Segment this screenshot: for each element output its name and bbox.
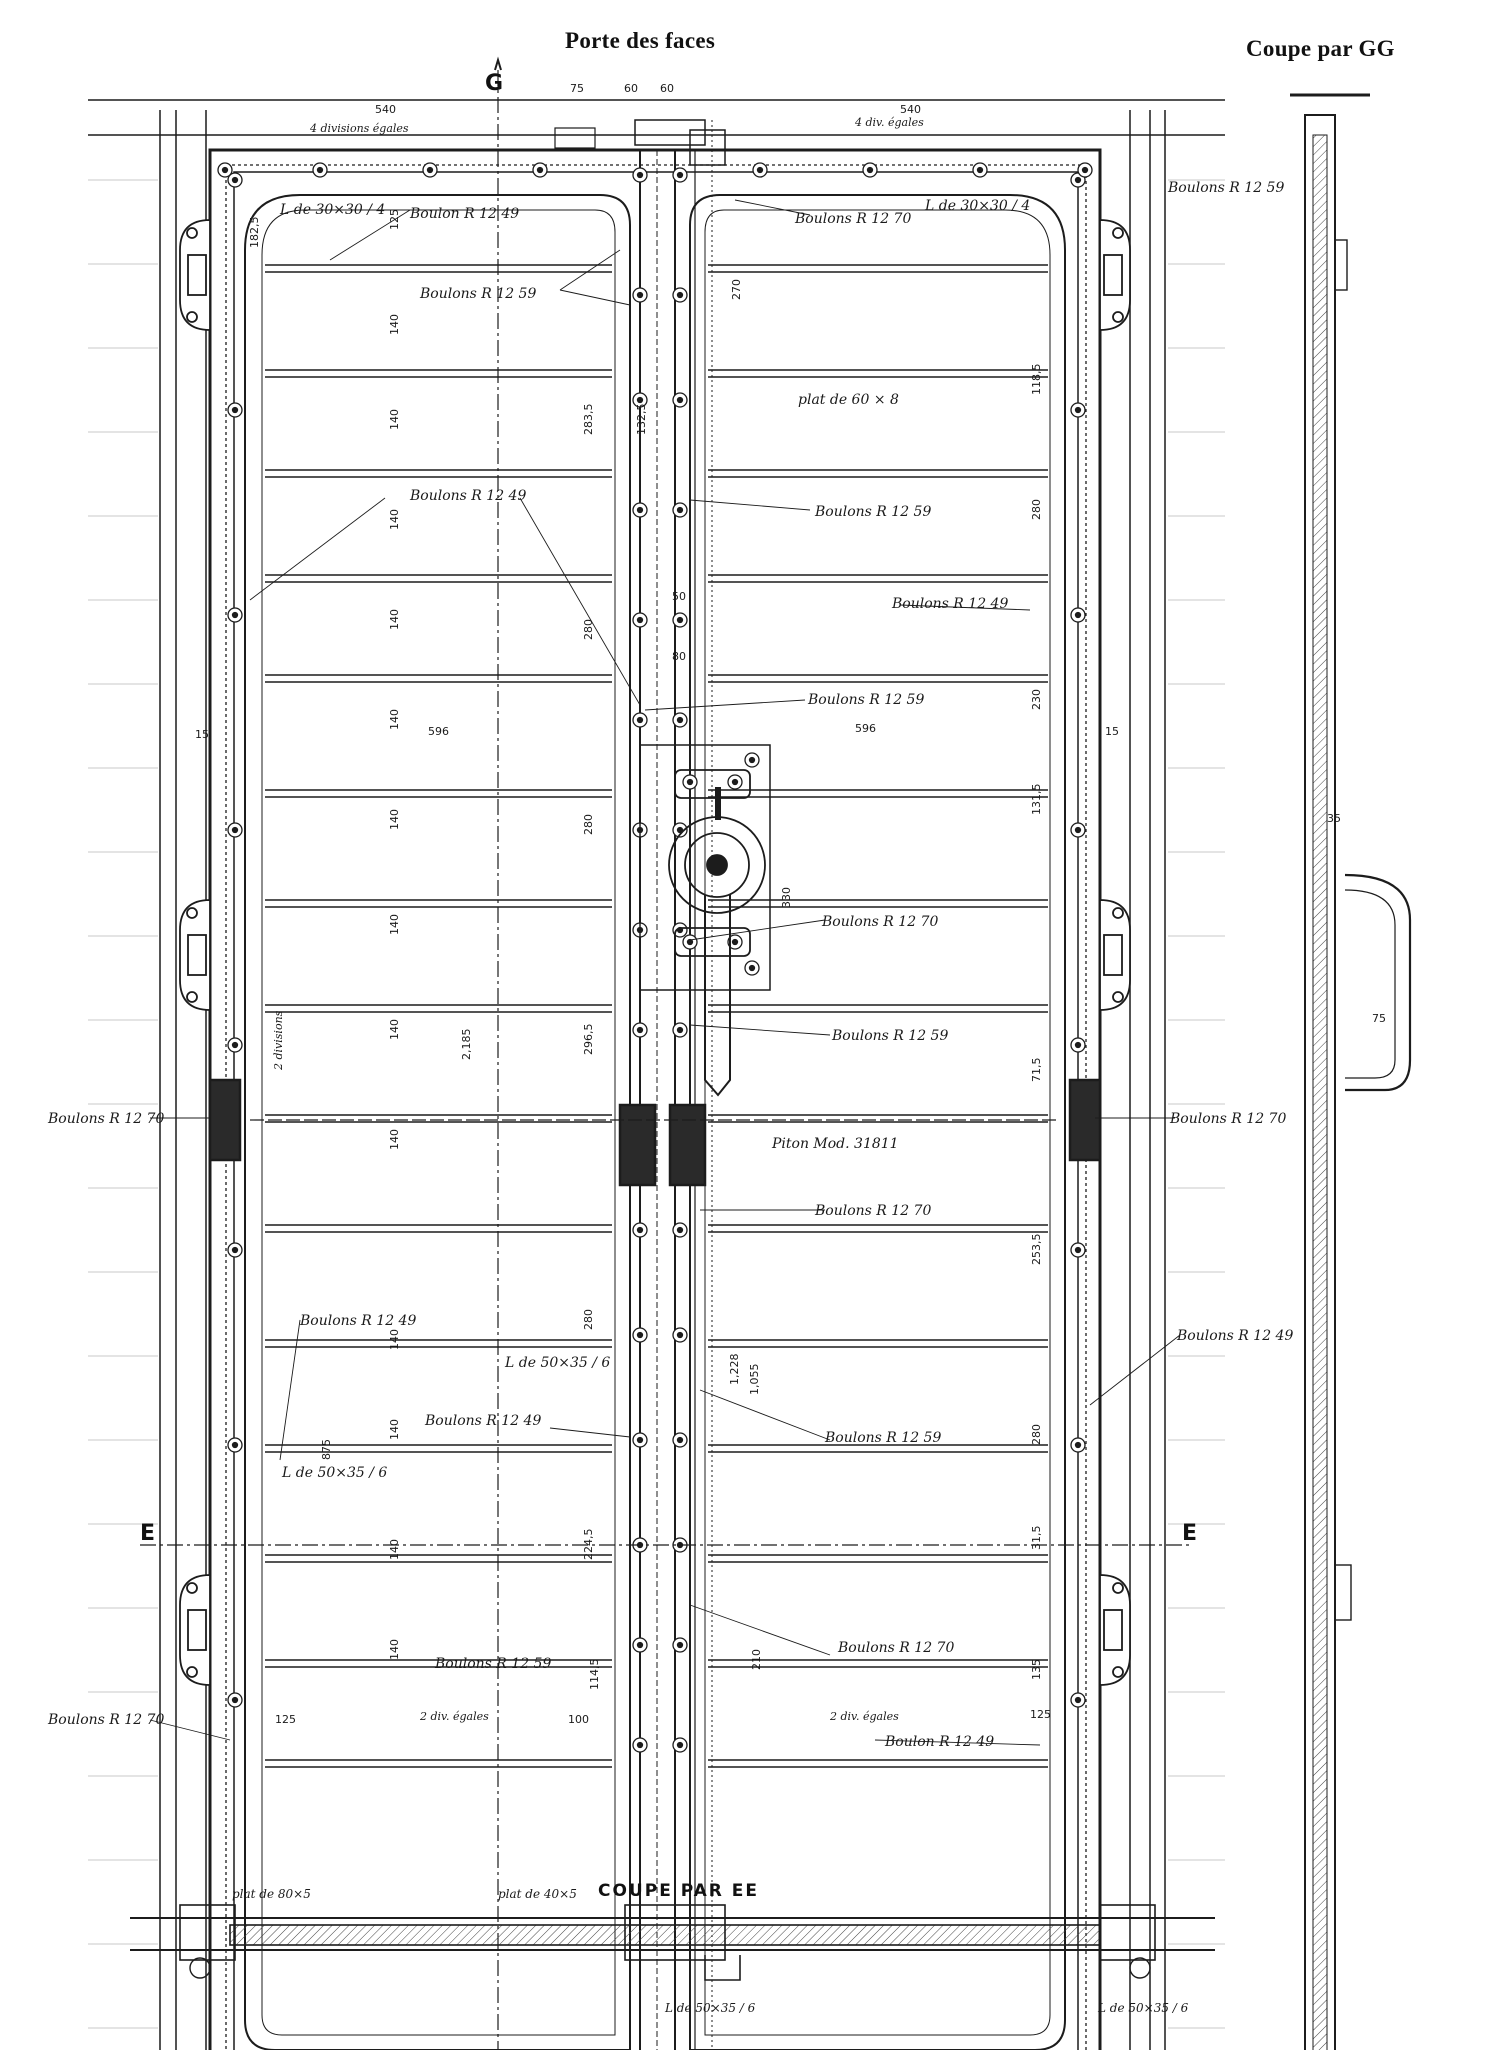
dim-270: 270	[730, 279, 743, 300]
section-mark-e-left: E	[140, 1521, 156, 1546]
hinge-right-bolt	[1113, 1667, 1123, 1677]
bolt-callout-4: Boulons R 12 59	[1168, 180, 1285, 196]
bolt-center	[688, 940, 693, 945]
hinge-right-pin	[1104, 1610, 1122, 1650]
hinge-left-bolt	[187, 312, 197, 322]
bolt-callout-2: Boulons R 12 59	[420, 286, 537, 302]
bolt-center	[868, 168, 873, 173]
hinge-left-pin	[188, 1610, 206, 1650]
bolt-callout-20: Boulons R 12 70	[48, 1712, 165, 1728]
bolt-callout-17: Boulons R 12 59	[825, 1430, 942, 1446]
note-angle-ee-right: L de 50×35 / 6	[1098, 2001, 1189, 2015]
dim-140-h: 140	[388, 1019, 401, 1040]
bolt-callout-3: Boulons R 12 70	[795, 211, 912, 227]
hinge-right-bolt	[1113, 908, 1123, 918]
bolt-center	[1076, 1248, 1081, 1253]
dim-118-5: 118,5	[1030, 363, 1043, 395]
section-gg-profile	[1270, 95, 1410, 2050]
bolt-callout-15: Boulons R 12 49	[1177, 1328, 1294, 1344]
dim-182-5-top: 182,5	[248, 216, 261, 248]
bolt-center	[638, 718, 643, 723]
bolt-center	[638, 398, 643, 403]
bolt-callout-14: Boulons R 12 49	[300, 1313, 417, 1329]
bolt-center	[428, 168, 433, 173]
dim-140-a: 140	[388, 314, 401, 335]
bolt-center	[638, 1228, 643, 1233]
dim-140-j: 140	[388, 1329, 401, 1350]
dim-125-bottom-left: 125	[275, 1713, 296, 1726]
dim-140-l: 140	[388, 1539, 401, 1560]
dim-596-right: 596	[855, 722, 876, 735]
bolt-center	[1076, 1043, 1081, 1048]
section-gg-title: Coupe par GG	[1246, 36, 1395, 61]
hinge-right-bolt	[1113, 992, 1123, 1002]
note-plat-80-ee: plat de 80×5	[232, 1887, 311, 1901]
dim-140-b: 140	[388, 409, 401, 430]
dim-132-5: 132,5	[635, 403, 648, 435]
hinge-right-bolt	[1113, 1583, 1123, 1593]
note-angle-top-left: L de 30×30 / 4	[280, 202, 386, 218]
bolt-center	[638, 1333, 643, 1338]
dim-1055: 1,055	[748, 1363, 761, 1395]
bolt-center	[678, 618, 683, 623]
dim-140-d: 140	[388, 609, 401, 630]
hinge-left-bolt	[187, 1583, 197, 1593]
bolt-center	[678, 1643, 683, 1648]
bolt-center	[750, 758, 755, 763]
dim-50: 50	[672, 590, 686, 603]
bolt-center	[538, 168, 543, 173]
bolt-callout-11: Boulons R 12 70	[48, 1111, 165, 1127]
section-ee-title: COUPE PAR EE	[598, 1881, 760, 1901]
dim-140-k: 140	[388, 1419, 401, 1440]
bolt-center	[733, 940, 738, 945]
dim-114-5: 114,5	[588, 1658, 601, 1690]
note-div-top-left: 4 divisions égales	[310, 122, 409, 135]
note-angle-mid: L de 50×35 / 6	[505, 1355, 611, 1371]
dim-280-c: 280	[582, 1309, 595, 1330]
dim-283-5: 283,5	[582, 403, 595, 435]
dim-540-left: 540	[375, 103, 396, 116]
dim-125-top: 125	[388, 209, 401, 230]
bolt-center	[233, 408, 238, 413]
bolt-center	[678, 1333, 683, 1338]
bolt-center	[678, 1228, 683, 1233]
dim-35-side: 35	[1327, 812, 1341, 825]
dim-140-f: 140	[388, 809, 401, 830]
bolt-callout-7: Boulons R 12 49	[892, 596, 1009, 612]
dim-100: 100	[568, 1713, 589, 1726]
section-mark-e-right: E	[1182, 1521, 1198, 1546]
bolt-center	[978, 168, 983, 173]
bolt-center	[638, 618, 643, 623]
bolt-center	[638, 508, 643, 513]
dim-2185: 2,185	[460, 1028, 473, 1060]
bolt-center	[733, 780, 738, 785]
bolt-callout-19: Boulons R 12 70	[838, 1640, 955, 1656]
hinge-left-bolt	[187, 1667, 197, 1677]
dim-140-e: 140	[388, 709, 401, 730]
bolt-center	[1076, 828, 1081, 833]
bolt-center	[233, 1248, 238, 1253]
bolt-center	[1076, 1698, 1081, 1703]
bolt-center	[1083, 168, 1088, 173]
dim-75-top: 75	[570, 82, 584, 95]
bolt-callout-5: Boulons R 12 49	[410, 488, 527, 504]
bolt-center	[678, 1028, 683, 1033]
note-div-top-right: 4 div. égales	[855, 116, 924, 129]
hinge-right-bolt	[1113, 228, 1123, 238]
bolt-center	[638, 293, 643, 298]
dim-31-5: 31,5	[1030, 1525, 1043, 1550]
bolt-center	[233, 1443, 238, 1448]
bolt-center	[758, 168, 763, 173]
note-angle-lower-left: L de 50×35 / 6	[282, 1465, 388, 1481]
dim-60-top-a: 60	[624, 82, 638, 95]
bolt-center	[678, 718, 683, 723]
bolt-callout-10: Boulons R 12 59	[832, 1028, 949, 1044]
dim-596-left: 596	[428, 725, 449, 738]
bolt-center	[233, 178, 238, 183]
dim-280-e: 280	[1030, 1424, 1043, 1445]
bolt-callout-1: Boulon R 12 49	[410, 206, 520, 222]
bolt-center	[678, 508, 683, 513]
bolt-center	[638, 1643, 643, 1648]
bolt-center	[678, 173, 683, 178]
section-lines	[140, 60, 1190, 2050]
bolt-center	[1076, 178, 1081, 183]
bolt-callout-16: Boulons R 12 49	[425, 1413, 542, 1429]
dim-230: 230	[1030, 689, 1043, 710]
dim-280-d: 280	[1030, 499, 1043, 520]
locking-mechanism	[210, 745, 1100, 2050]
bolt-callout-9: Boulons R 12 70	[822, 914, 939, 930]
bolt-center	[223, 168, 228, 173]
bolt-center	[318, 168, 323, 173]
front-view-title: Porte des faces	[565, 28, 716, 53]
section-ee-profile	[130, 1905, 1215, 1980]
bolt-center	[233, 613, 238, 618]
note-plat-60: plat de 60 × 8	[798, 392, 899, 408]
bolt-center	[678, 1438, 683, 1443]
dim-140-g: 140	[388, 914, 401, 935]
bolt-center	[1076, 1443, 1081, 1448]
dim-71-5: 71,5	[1030, 1057, 1043, 1082]
bolt-callout-13: Boulons R 12 70	[815, 1203, 932, 1219]
dim-330: 330	[780, 887, 793, 908]
bolt-center	[638, 1743, 643, 1748]
hinge-right-pin	[1104, 255, 1122, 295]
bolt-center	[678, 1743, 683, 1748]
hinge-left-bolt	[187, 228, 197, 238]
leader-lines	[150, 200, 1180, 1745]
dim-224-5: 224,5	[582, 1528, 595, 1560]
hinge-left-bolt	[187, 908, 197, 918]
dim-875: 875	[320, 1439, 333, 1460]
bolt-callout-8: Boulons R 12 59	[808, 692, 925, 708]
bolt-center	[688, 780, 693, 785]
dim-253-5: 253,5	[1030, 1233, 1043, 1265]
note-div-bottom-left: 2 div. égales	[420, 1710, 489, 1723]
dim-280-b: 280	[582, 814, 595, 835]
note-angle-top-right: L de 30×30 / 4	[925, 198, 1031, 214]
bolt-center	[1076, 408, 1081, 413]
hinge-right-bolt	[1113, 312, 1123, 322]
dim-15-right: 15	[1105, 725, 1119, 738]
dim-125-bottom-right: 125	[1030, 1708, 1051, 1721]
dim-210: 210	[750, 1649, 763, 1670]
door-outer-frame	[210, 150, 1100, 2050]
bolt-callout-6: Boulons R 12 59	[815, 504, 932, 520]
note-plat-40-ee: plat de 40×5	[498, 1887, 577, 1901]
bolt-center	[750, 966, 755, 971]
dim-15-left: 15	[195, 728, 209, 741]
bolt-center	[1076, 613, 1081, 618]
dim-60-top-b: 60	[660, 82, 674, 95]
bolt-center	[638, 173, 643, 178]
bolt-callout-21: Boulon R 12 49	[885, 1734, 995, 1750]
bolt-center	[678, 293, 683, 298]
dim-140-m: 140	[388, 1639, 401, 1660]
bolt-center	[233, 828, 238, 833]
hinge-left-bolt	[187, 992, 197, 1002]
hinge-left-pin	[188, 935, 206, 975]
dim-140-c: 140	[388, 509, 401, 530]
note-div-bottom-right: 2 div. égales	[830, 1710, 899, 1723]
bolt-center	[233, 1043, 238, 1048]
dim-80: 80	[672, 650, 686, 663]
dim-140-i: 140	[388, 1129, 401, 1150]
dim-135: 135	[1030, 1659, 1043, 1680]
dim-280-a: 280	[582, 619, 595, 640]
bolt-center	[638, 1438, 643, 1443]
note-piton: Piton Mod. 31811	[772, 1136, 899, 1152]
section-mark-g-top: G	[485, 71, 504, 96]
dim-1228: 1,228	[728, 1353, 741, 1385]
bolt-center	[233, 1698, 238, 1703]
bolt-center	[638, 1028, 643, 1033]
hinge-right-pin	[1104, 935, 1122, 975]
note-div-side: 2 divisions	[272, 1010, 285, 1070]
bolt-callout-12: Boulons R 12 70	[1170, 1111, 1287, 1127]
hinge-left-pin	[188, 255, 206, 295]
note-angle-ee-mid: L de 50×35 / 6	[665, 2001, 756, 2015]
dim-296-5: 296,5	[582, 1023, 595, 1055]
dim-540-right: 540	[900, 103, 921, 116]
dim-131-5: 131,5	[1030, 783, 1043, 815]
bolt-center	[678, 398, 683, 403]
dim-75-side: 75	[1372, 1012, 1386, 1025]
bolt-callout-18: Boulons R 12 59	[435, 1656, 552, 1672]
